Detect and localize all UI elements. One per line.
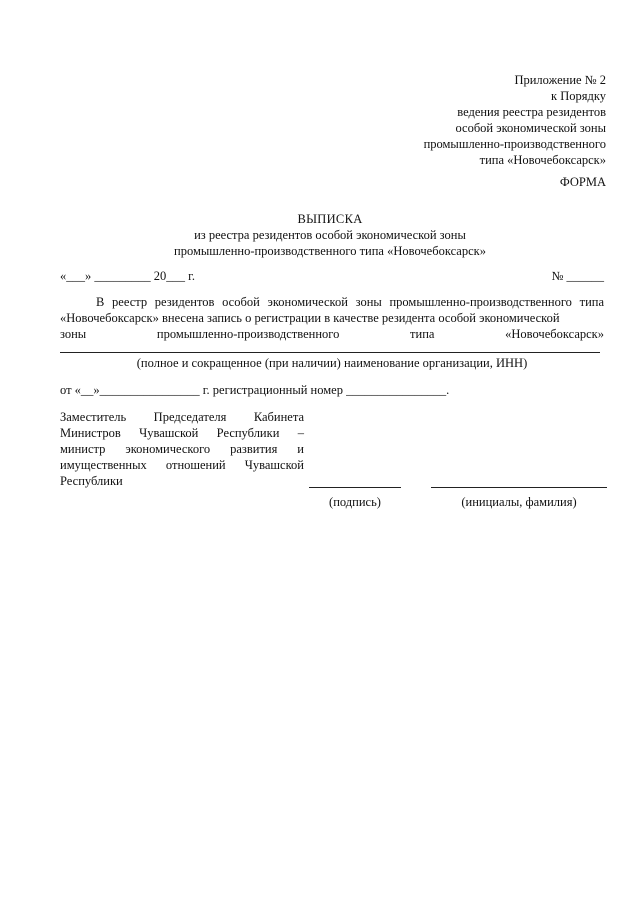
signer-line: Республики bbox=[60, 474, 123, 488]
appendix-line: типа «Новочебоксарск» bbox=[479, 153, 606, 167]
appendix-line: к Порядку bbox=[551, 89, 606, 103]
date-field: «___» _________ 20___ г. bbox=[60, 269, 195, 283]
signer-line: Заместитель Председателя Кабинета bbox=[60, 410, 304, 424]
title-sub-1: из реестра резидентов особой экономической зоны bbox=[194, 228, 466, 242]
appendix-block bbox=[306, 72, 606, 168]
paragraph-last-line: зоны промышленно-производственного типа «Новочебоксарск» bbox=[60, 327, 604, 341]
paragraph-main: В реестр резидентов особой экономической зоны промышленно-производственного типа «Новочебоксарск» внесена запись о регистрации в качестве резидента особой экономической bbox=[60, 295, 604, 325]
signature-line bbox=[309, 487, 401, 488]
signer-line: Министров Чувашской Республики – bbox=[60, 426, 304, 440]
title-main: ВЫПИСКА bbox=[297, 212, 363, 226]
name-line bbox=[431, 487, 607, 488]
organization-caption: (полное и сокращенное (при наличии) наименование организации, ИНН) bbox=[136, 356, 528, 370]
appendix-line: промышленно-производственного bbox=[423, 137, 606, 151]
signer-line: имущественных отношений Чувашской bbox=[60, 458, 304, 472]
registration-line: от «__»________________ г. регистрационный номер ________________. bbox=[60, 383, 450, 397]
title-sub-2: промышленно-производственного типа «Новочебоксарск» bbox=[174, 244, 486, 258]
appendix-line: Приложение № 2 bbox=[514, 73, 606, 87]
signer-title bbox=[60, 409, 304, 489]
appendix-line: особой экономической зоны bbox=[455, 121, 606, 135]
signature-caption: (подпись) bbox=[329, 495, 381, 509]
document-title bbox=[30, 211, 630, 259]
appendix-line: ведения реестра резидентов bbox=[457, 105, 606, 119]
organization-name-line bbox=[60, 352, 600, 353]
signer-line: министр экономического развития и bbox=[60, 442, 304, 456]
form-label: ФОРМА bbox=[559, 175, 606, 189]
number-field: № ______ bbox=[551, 269, 604, 283]
name-caption: (инициалы, фамилия) bbox=[461, 495, 577, 509]
body-paragraph bbox=[60, 294, 604, 342]
